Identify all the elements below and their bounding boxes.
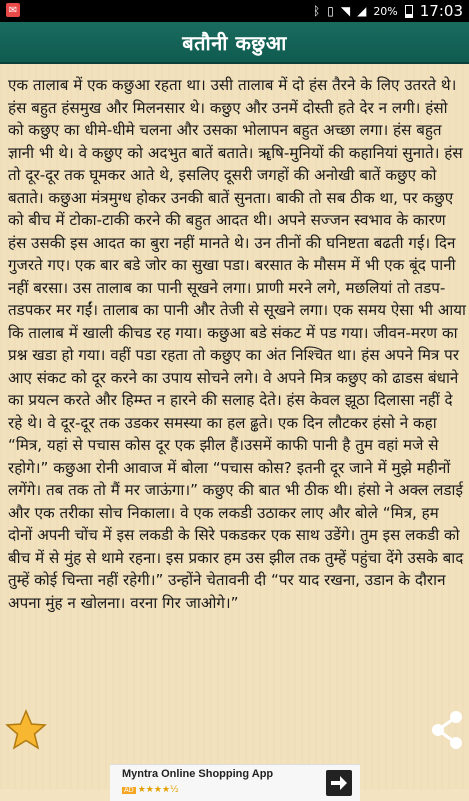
wifi-icon: ◥ — [340, 4, 351, 18]
app-title-bar — [0, 22, 469, 64]
story-text: एक तालाब में एक कछुआ रहता था। उसी तालाब में दो हंस तैरने के लिए उतरते थे। हंस बहुत हंसमुख और मिलनसार थे। कछुए और उनमें दोस्ती हते देर न लगी। हंसो को कछुए का धीमे-धीमे चलना और उसका भोलापन बहुत अच्छा लगा। हंस बहुत ज्ञानी भी थे। वे कछुए को अदभुत बातें बताते। ॠषि-मुनियों की कहानियां सुनाते। हंस तो दूर-दूर तक घूमकर आते थे, इसलिए दूसरी जगहों की अनोखी बातें कछुए को बताते। कछुआ मंत्रमुग्ध होकर उनकी बातें सुनता। बाकी तो सब ठीक था, पर कछुए को बीच में टोका-टाकी करने की बहुत आदत थी। अपने सज्जन स्वभाव के कारण हंस उसकी इस आदत का बुरा नहीं मानते थे। उन तीनों की घनिष्टता बढती गई। दिन गुजरते गए। एक बार बडे जोर का सुखा पडा। बरसात के मौसम में भी एक बूंद पानी नहीं बरसा। उस तालाब का पानी सूखने लगा। प्राणी मरने लगे, मछलियां तो तडप-तडपकर मर गईं। तालाब का पानी और तेजी से सूखने लगा। एक समय ऐसा भी आया कि तालाब में खाली कीचड रह गया। कछुआ बडे संकट में पड गया। जीवन-मरण का प्रश्न खडा हो गया। वहीं पडा रहता तो कछुए का अंत निश्चित था। हंस अपने मित्र पर आए संकट को दूर करने का उपाय सोचने लगे। वे अपने मित्र कछुए को ढाडस बंधाने का प्रयत्न करते और हिम्म्त न हारने की सलाह देते। हंस केवल झूठा दिलासा नहीं दे रहे थे। वे दूर-दूर तक उडकर समस्या का हल ढ्ढते। एक दिन लौटकर हंसो ने कहा “मित्र, यहां से पचास कोस दूर एक झील हैं।उसमें काफी पानी है तुम वहां मजे से रहोगे।” कछुआ रोनी आवाज में बोला “पचास कोस? इतनी दूर जाने में मुझे महीनों लगेंगे। तब तक तो मैं मर जाऊंगा।” कछुए की बात भी ठीक थी। हंसो ने अक्ल लडाई और एक तरीका सोच निकाला। वे एक लकडी उठाकर लाए और बोले “मित्र, हम दोनों अपनी चोंच में इस लकडी के सिरे पकडकर एक साथ उडेंगे। तुम इस लकडी को बीच में से मुंह से थामे रहना। इस प्रकार हम उस झील तक तुम्हें पहुंचा देंगे उसके बाद तुम्हें कोई चिन्ता नहीं रहेगी।” उन्होंने चेतावनी दी “पर याद रखना, उडान के दौरान अपना मुंह न खोलना। वरना गिर जाओगे।” — [8, 76, 466, 612]
ad-open-button[interactable] — [326, 770, 352, 796]
ad-label: AD — [124, 786, 134, 794]
app-notification-icon: ✉ — [6, 3, 20, 17]
star-icon — [4, 708, 48, 752]
story-content[interactable] — [0, 64, 469, 789]
share-button[interactable] — [429, 700, 465, 760]
no-sim-icon: ◢ — [357, 4, 367, 18]
battery-percent: 20% — [373, 4, 398, 18]
ad-stars: ★★★★½ — [137, 785, 179, 795]
arrow-right-icon — [331, 776, 347, 790]
status-bar — [0, 0, 469, 22]
bluetooth-icon: ᛒ — [313, 4, 321, 18]
ad-title: Myntra Online Shopping App — [122, 768, 274, 780]
status-time: 17:03 — [419, 2, 463, 20]
ad-banner[interactable] — [110, 764, 360, 801]
page-title: बतौनी कछुआ — [182, 30, 287, 55]
vibrate-icon: ▯ — [327, 4, 334, 18]
battery-icon — [405, 5, 413, 18]
share-icon — [430, 710, 464, 750]
status-icons — [313, 2, 463, 20]
ad-rating — [122, 785, 179, 795]
favorite-star-button[interactable] — [4, 708, 48, 752]
